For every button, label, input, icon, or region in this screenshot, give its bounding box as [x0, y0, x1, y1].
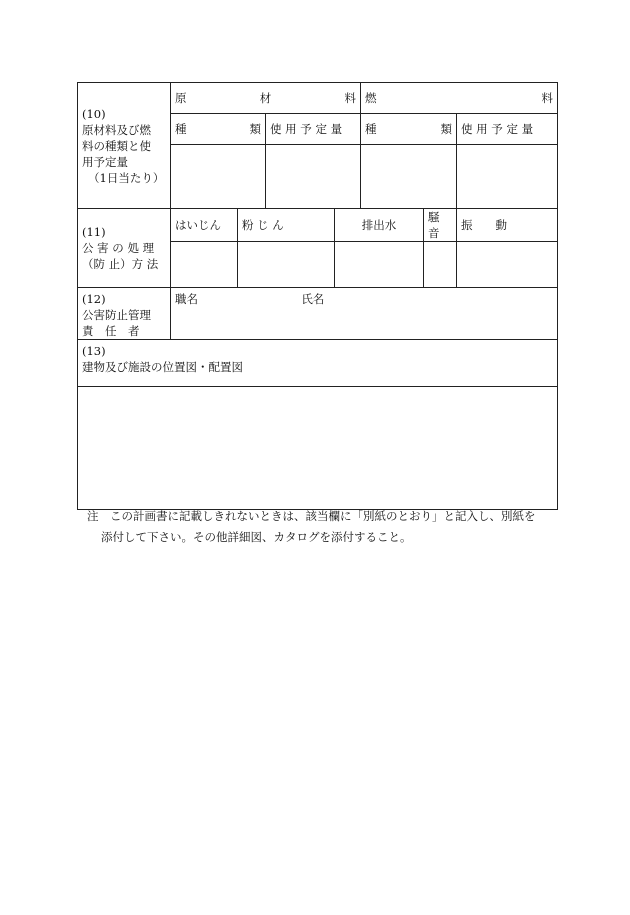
fuel-kind-char1: 種 [365, 122, 377, 136]
section12-number: (12) [82, 292, 106, 306]
fuel-kind-input[interactable] [361, 145, 457, 209]
fuel-header-char1: 燃 [365, 91, 377, 105]
section11-number: (11) [82, 225, 106, 239]
raw-material-kind-header [171, 114, 266, 145]
section10-title-line1: 原材料及び燃 [82, 122, 151, 137]
fuel-amount-label: 使 用 予 定 量 [461, 122, 534, 136]
section12-title-line1: 公害防止管理 [82, 308, 151, 322]
raw-material-amount-header [266, 114, 361, 145]
noise-method-input[interactable] [424, 242, 457, 288]
powder-method-input[interactable] [238, 242, 335, 288]
raw-kind-char2: 類 [249, 122, 261, 136]
raw-material-kind-input[interactable] [171, 145, 266, 209]
fuel-header-char2: 料 [541, 91, 553, 105]
position-label: 職名 [175, 292, 198, 306]
wastewater-method-input[interactable] [335, 242, 424, 288]
section10-title-line3: 用予定量 [82, 154, 128, 169]
raw-material-header [171, 83, 361, 114]
application-form-table [77, 82, 558, 510]
raw-material-header-char2: 材 [259, 91, 272, 105]
section10-number: (10) [82, 106, 106, 121]
section10-label-cell [78, 83, 171, 209]
dust-method-input[interactable] [171, 242, 238, 288]
raw-material-amount-input[interactable] [266, 145, 361, 209]
category-noise-label: 騒 音 [428, 210, 463, 240]
category-vibration-header [457, 209, 558, 242]
fuel-header [361, 83, 558, 114]
category-wastewater-label: 排出水 [361, 218, 397, 232]
raw-material-header-char3: 料 [344, 91, 356, 105]
name-label: 氏名 [301, 292, 325, 306]
manager-input-cell[interactable] [171, 288, 558, 340]
layout-drawing-area[interactable] [78, 387, 558, 510]
section12-label-cell [78, 288, 171, 340]
raw-material-header-char1: 原 [175, 91, 187, 105]
fuel-amount-input[interactable] [457, 145, 558, 209]
section12-title-line2: 責 任 者 [82, 324, 140, 338]
section13-title: 建物及び施設の位置図・配置図 [82, 360, 243, 374]
category-vibration-label: 振 動 [461, 218, 507, 232]
category-dust-header [171, 209, 238, 242]
footnote [87, 506, 557, 548]
category-dust-label: はいじん [175, 218, 221, 232]
section11-title-line1: 公 害 の 処 理 [82, 241, 155, 255]
section11-title-line2: （防 止）方 法 [82, 257, 159, 271]
category-wastewater-header [335, 209, 424, 242]
vibration-method-input[interactable] [457, 242, 558, 288]
category-noise-header [424, 209, 463, 242]
section10-per-day: （1日当たり） [88, 170, 165, 185]
category-powder-label: 粉 じ ん [242, 218, 284, 232]
section13-number: (13) [82, 344, 106, 358]
raw-amount-label: 使 用 予 定 量 [270, 122, 343, 136]
section13-header-cell [78, 340, 558, 387]
raw-kind-char1: 種 [175, 122, 187, 136]
footnote-line2: 添付して下さい。その他詳細図、カタログを添付すること。 [101, 530, 412, 544]
footnote-line1: 注 この計画書に記載しきれないときは、該当欄に「別紙のとおり」と記入し、別紙を [87, 509, 536, 523]
fuel-kind-char2: 類 [440, 122, 452, 136]
section10-title-line2: 料の種類と使 [82, 138, 151, 153]
fuel-amount-header [457, 114, 558, 145]
section11-label-cell [78, 209, 171, 288]
fuel-kind-header [361, 114, 457, 145]
category-powder-header [238, 209, 335, 242]
